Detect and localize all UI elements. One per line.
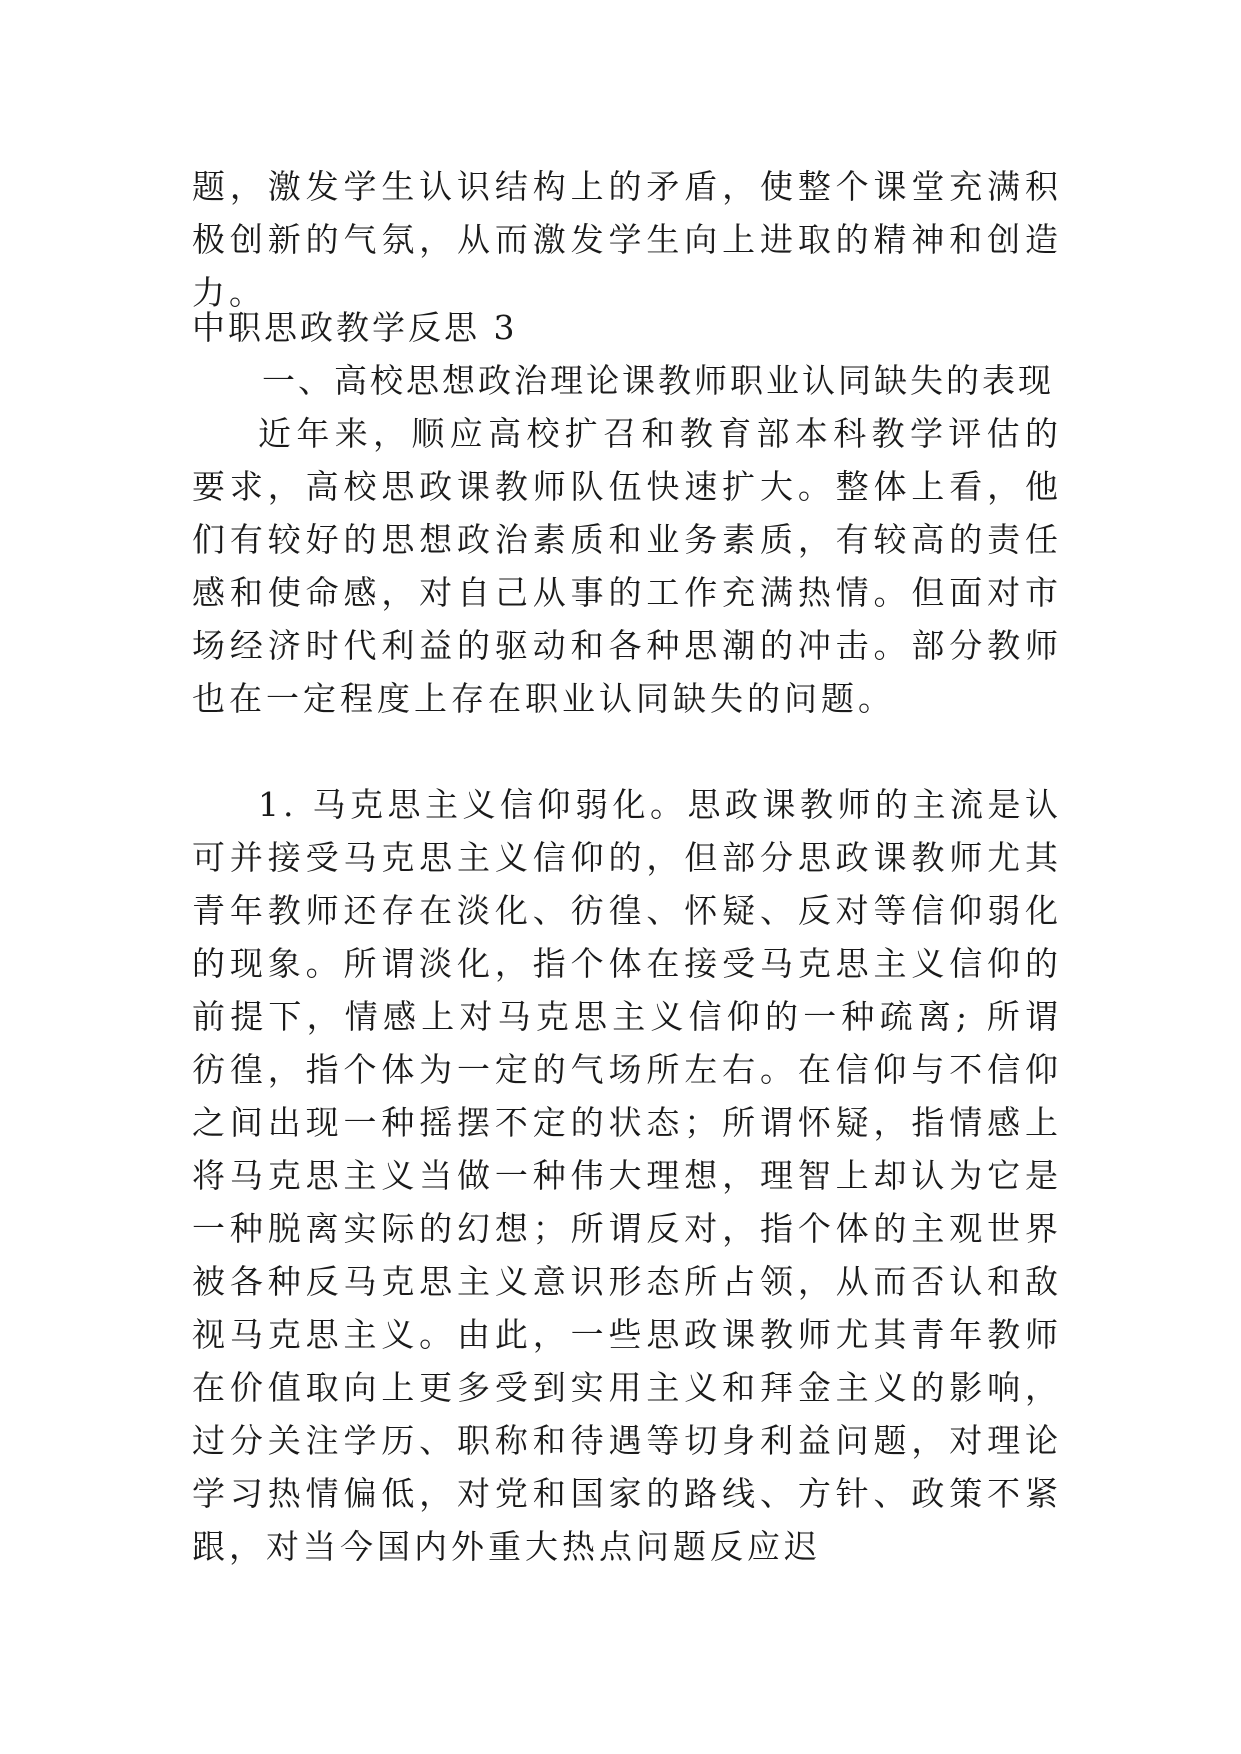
section-title: 中职思政教学反思 3 bbox=[192, 308, 518, 347]
continuation-paragraph: 题，激发学生认识结构上的矛盾，使整个课堂充满积极创新的气氛，从而激发学生向上进取的精神和创造力。 bbox=[192, 167, 1062, 312]
section-heading: 一、高校思想政治理论课教师职业认同缺失的表现 bbox=[262, 361, 1054, 400]
body-paragraph: 近年来，顺应高校扩召和教育部本科教学评估的要求，高校思政课教师队伍快速扩大。整体上看，他们有较好的思想政治素质和业务素质，有较高的责任感和使命感，对自己从事的工作充满热情。但面对市场经济时代利益的驱动和各种思潮的冲击。部分教师也在一定程度上存在职业认同缺失的问题。 bbox=[192, 414, 1062, 718]
body-paragraph: 1. 马克思主义信仰弱化。思政课教师的主流是认可并接受马克思主义信仰的，但部分思政课教师尤其青年教师还存在淡化、彷徨、怀疑、反对等信仰弱化的现象。所谓淡化，指个体在接受马克思主义信仰的前提下，情感上对马克思主义信仰的一种疏离; 所谓彷徨，指个体为一定的气场所左右。在信仰与不信仰之间出现一种摇摆不定的状态；所谓怀疑，指情感上将马克思主义当做一种伟大理想，理智上却认为它是一种脱离实际的幻想；所谓反对，指个体的主观世界被各种反马克思主义意识形态所占领，从而否认和敌视马克思主义。由此，一些思政课教师尤其青年教师在价值取向上更多受到实用主义和拜金主义的影响，过分关注学历、职称和待遇等切身利益问题，对理论学习热情偏低，对党和国家的路线、方针、政策不紧跟，对当今国内外重大热点问题反应迟 bbox=[192, 785, 1062, 1566]
